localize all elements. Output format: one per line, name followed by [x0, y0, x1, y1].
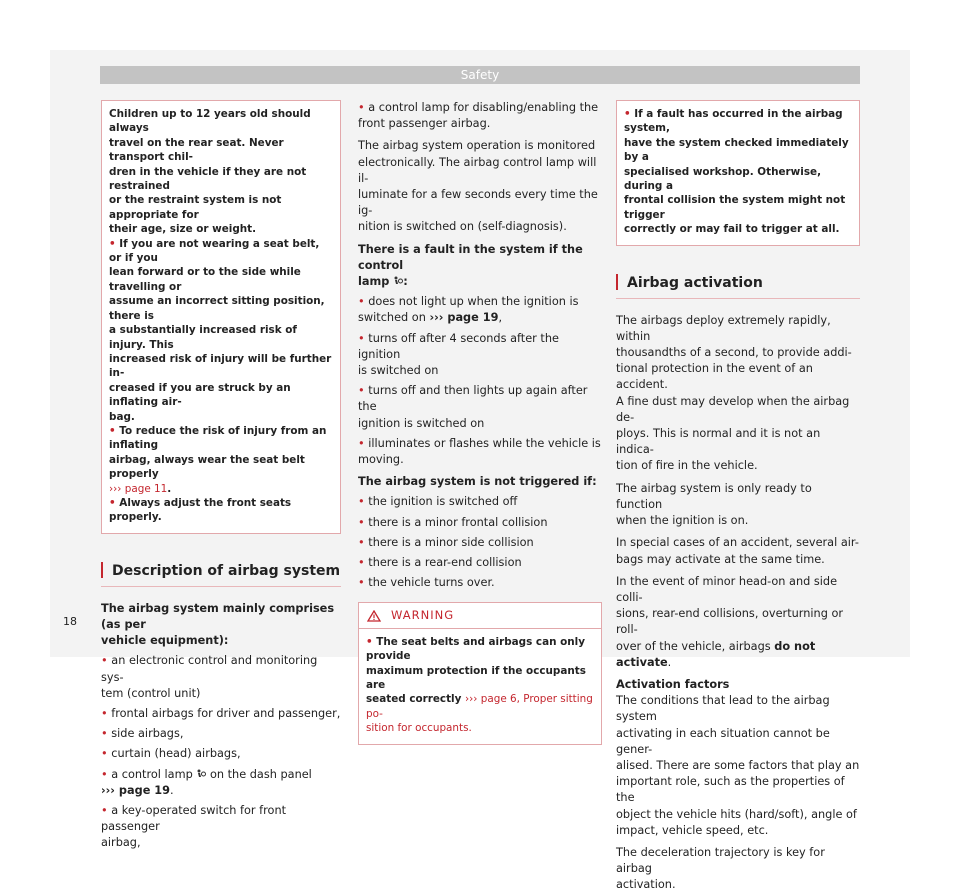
list-item: • a key-operated switch for front passenger [101, 804, 287, 834]
warning-header: WARNING [359, 603, 601, 628]
list-item: • illuminates or flashes while the vehicle is [358, 436, 601, 450]
warning-bullet: • The seat belts and airbags can only provide [366, 635, 585, 663]
section-title-description: Description of airbag system [101, 562, 341, 587]
left-column [101, 100, 341, 852]
box-bullet: • Always adjust the front seats properly. [109, 496, 292, 524]
page-link[interactable]: ››› page 6, Proper sitting po- [366, 693, 593, 720]
list-item: • the ignition is switched off [358, 495, 518, 509]
page-link[interactable]: ››› page 11 [109, 482, 168, 495]
box-line: travel on the rear seat. Never transport chil- [109, 136, 284, 164]
warning-line: seated correctly ››› page 6, Proper sitting po- [366, 693, 593, 720]
page-link[interactable]: ››› page 19 [101, 783, 171, 797]
section-title-activation: Airbag activation [616, 274, 860, 299]
box-line: a substantially increased risk of injury. This [109, 324, 297, 351]
middle-column [358, 100, 602, 745]
list-item: • there is a rear-end collision [358, 556, 522, 570]
list-item-cont: moving. [358, 453, 404, 467]
list-item: • does not light up when the ignition is [358, 295, 579, 309]
list-item: • turns off and then lights up again after the [358, 384, 588, 414]
paragraph: The airbags deploy extremely rapidly, within thousandths of a second, to provide addi- tional protection in the event of an accident. A fine dust may develop when the airbag de- ploys. This is normal and it is not an indica- tion of fire in the vehicle. [616, 313, 852, 473]
list-item: • frontal airbags for driver and passenger, [101, 707, 341, 720]
paragraph: In the event of minor head-on and side colli- sions, rear-end collisions, overturning or roll- over of the vehicle, airbags do not activate. [616, 574, 844, 669]
list-item-cont: tem (control unit) [101, 686, 201, 700]
list-item: • curtain (head) airbags, [101, 747, 241, 761]
box-line: specialised workshop. Otherwise, during a [624, 165, 822, 193]
box-line: dren in the vehicle if they are not restrained [109, 165, 307, 193]
box-bullet: • If a fault has occurred in the airbag system, [624, 108, 843, 135]
fault-heading: There is a fault in the system if the control lamp : [358, 242, 583, 289]
warning-line: maximum protection if the occupants are [366, 664, 586, 691]
paragraph: The conditions that lead to the airbag system activating in each situation cannot be gener- alised. There are some factors that play an important role, such as the properties of the object the vehicle hits (hard/soft), angle of impact, vehicle speed, etc. [616, 694, 860, 837]
right-warning-box [616, 100, 860, 246]
list-item: • a control lamp for disabling/enabling the [358, 101, 599, 114]
left-warning-box [101, 100, 341, 534]
box-line: correctly or may fail to trigger at all. [624, 223, 840, 236]
box-line: ››› page 11. [109, 482, 172, 495]
box-line: creased if you are struck by an inflating air- [109, 381, 291, 409]
list-item: • the vehicle turns over. [358, 576, 495, 590]
box-line: Children up to 12 years old should always [109, 108, 311, 135]
page-link-cont[interactable]: sition for occupants. [366, 722, 472, 735]
intro-text: The airbag system mainly comprises (as per vehicle equipment): [101, 601, 335, 648]
warning-line [366, 721, 594, 735]
list-item-cont: is switched on [358, 364, 439, 378]
box-line: airbag, always wear the seat belt properly [109, 453, 305, 481]
paragraph: The airbag system is only ready to function when the ignition is on. [616, 481, 812, 528]
airbag-lamp-icon [393, 276, 403, 286]
list-item: • side airbags, [101, 727, 184, 741]
box-line: assume an incorrect sitting position, there is [109, 295, 325, 322]
paragraph: The airbag system operation is monitored electronically. The airbag control lamp will il- luminate for a few seconds every time the ig- nition is switched on (self-diagnosis). [358, 139, 598, 234]
right-column [616, 100, 860, 894]
paragraph: The deceleration trajectory is key for airbag activation. [616, 845, 825, 892]
list-item: • there is a minor side collision [358, 535, 534, 549]
list-item-cont: airbag, [101, 836, 141, 850]
box-line: bag. [109, 410, 135, 423]
list-item: • there is a minor frontal collision [358, 515, 548, 529]
page-header: Safety [100, 66, 860, 84]
list-item: • an electronic control and monitoring sys- [101, 654, 318, 684]
box-line: lean forward or to the side while travelling or [109, 266, 301, 293]
airbag-lamp-icon [196, 769, 206, 779]
list-item-cont: ignition is switched on [358, 416, 485, 430]
list-item-cont: ››› page 19. [101, 783, 174, 797]
page-number: 18 [63, 615, 77, 628]
box-line: or the restraint system is not appropriate for [109, 194, 282, 221]
list-item-cont: switched on ››› page 19, [358, 311, 503, 325]
list-item: • a control lamp on the dash panel [101, 767, 312, 781]
box-bullet: • If you are not wearing a seat belt, or if you [109, 237, 320, 265]
paragraph: In special cases of an accident, several air- bags may activate at the same time. [616, 536, 859, 566]
list-item-cont: front passenger airbag. [358, 117, 491, 131]
box-line: their age, size or weight. [109, 223, 257, 236]
not-triggered-heading: The airbag system is not triggered if: [358, 475, 597, 489]
activation-factors-heading: Activation factors [616, 677, 730, 691]
box-line: frontal collision the system might not trigger [624, 194, 846, 221]
warning-box [358, 602, 602, 744]
box-line: have the system checked immediately by a [624, 136, 849, 164]
box-line: increased risk of injury will be further in- [109, 352, 332, 380]
box-bullet: • To reduce the risk of injury from an inflating [109, 424, 327, 452]
page-link[interactable]: ››› page 19 [429, 311, 499, 325]
list-item: • turns off after 4 seconds after the ignition [358, 331, 559, 361]
warning-icon [367, 610, 381, 622]
